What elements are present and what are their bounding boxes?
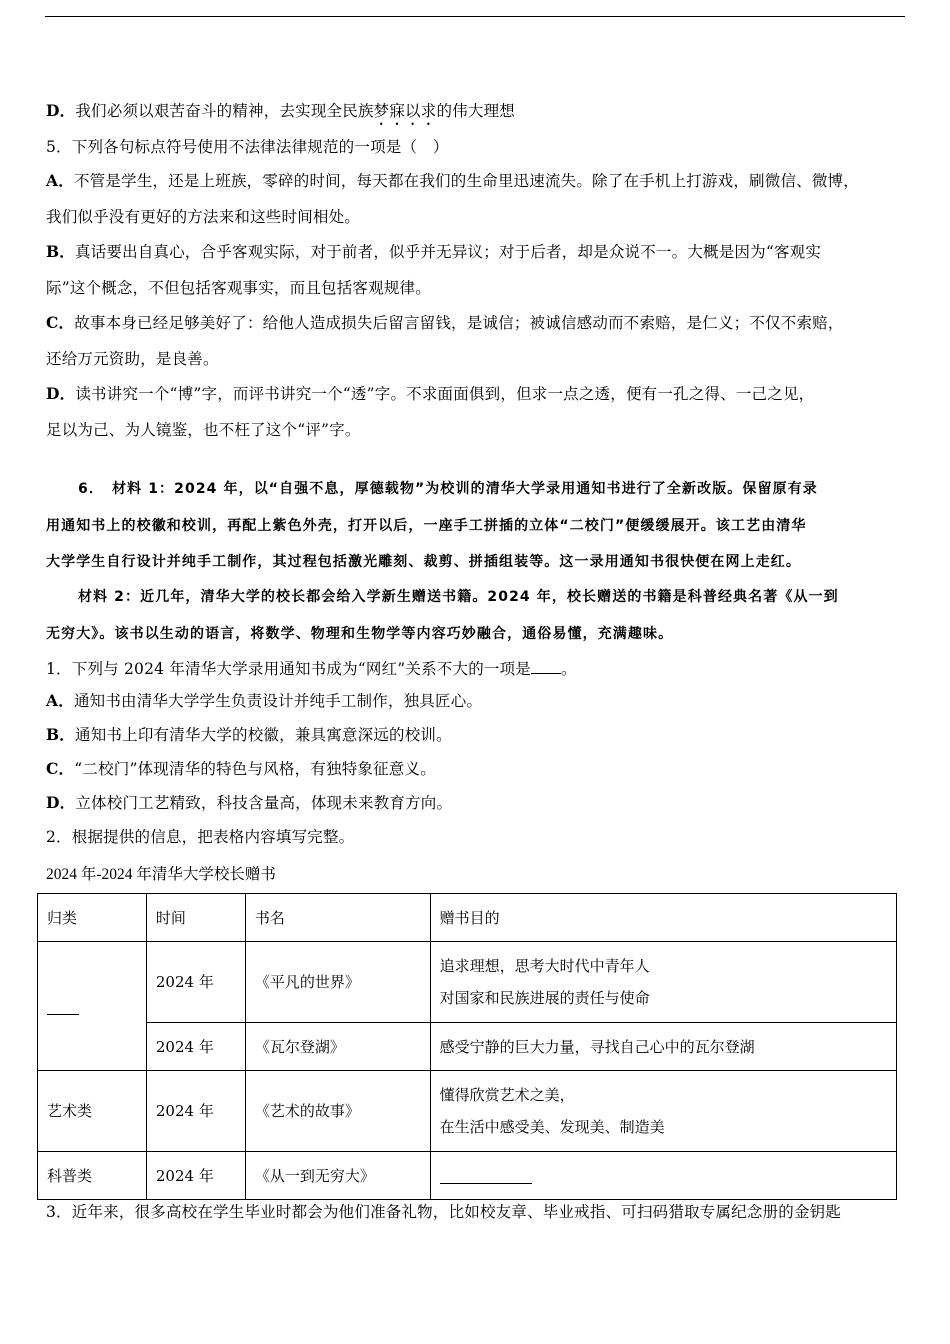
dotted-text: 梦寐以求 <box>373 102 437 120</box>
q5-option-c-line2: 还给万元资助，是良善。 <box>46 350 219 368</box>
material2-line2: 无穷大》。该书以生动的语言，将数学、物理和生物学等内容巧妙融合，通俗易懂，充满趣味。 <box>46 626 674 642</box>
sub1-stem: 1．下列与 2024 年清华大学录用通知书成为“网红”关系不大的一项是 。 <box>46 657 577 679</box>
header-book: 书名 <box>245 894 430 942</box>
time-cell: 2024 年 <box>146 942 245 1023</box>
sub1-option-c: C．“二校门”体现清华的特色与风格，有独特象征意义。 <box>46 759 436 778</box>
material1-line1: 6． 材料 1：2024 年，以“自强不息，厚德载物”为校训的清华大学录用通知书进行了全新改版。保留原有录 <box>78 481 818 497</box>
book-cell: 《平凡的世界》 <box>245 942 430 1023</box>
top-rule <box>45 16 905 17</box>
header-purpose: 赠书目的 <box>430 894 896 942</box>
q5-option-b-line2: 际”这个概念，不但包括客观事实，而且包括客观规律。 <box>46 279 431 297</box>
book-cell: 《瓦尔登湖》 <box>245 1023 430 1071</box>
sub1-option-b: B．通知书上印有清华大学的校徽，兼具寓意深远的校训。 <box>46 725 452 744</box>
table-row <box>38 942 897 1023</box>
book-table <box>37 893 897 1200</box>
answer-blank <box>531 657 561 674</box>
time-cell: 2024 年 <box>146 1152 245 1200</box>
q5-option-c-line1: C．故事本身已经足够美好了：给他人造成损失后留言留钱，是诚信；被诚信感动而不索赔，是仁义；不仅不索赔， <box>46 313 844 332</box>
table-row <box>38 1071 897 1152</box>
book-cell: 《从一到无穷大》 <box>245 1152 430 1200</box>
prev-option-d: D．我们必须以艰苦奋斗的精神，去实现全民族梦寐以求的伟大理想 <box>46 101 515 120</box>
material1-line3: 大学学生自行设计并纯手工制作，其过程包括激光雕刻、裁剪、拼插组装等。这一录用通知书很快便在网上走红。 <box>46 554 801 570</box>
q5-option-d-line2: 足以为己、为人镜鉴，也不枉了这个“评”字。 <box>46 421 361 439</box>
category-cell: 艺术类 <box>38 1071 147 1152</box>
purpose-cell: 追求理想，思考大时代中青年人 对国家和民族进展的责任与使命 <box>430 942 896 1023</box>
time-cell: 2024 年 <box>146 1071 245 1152</box>
q5-stem: 5．下列各句标点符号使用不法律法律规范的一项是（ ） <box>46 138 449 156</box>
table-row <box>38 1152 897 1200</box>
q5-option-a-line2: 我们似乎没有更好的方法来和这些时间相处。 <box>46 208 361 226</box>
purpose-cell: 感受宁静的巨大力量，寻找自己心中的瓦尔登湖 <box>430 1023 896 1071</box>
table-header-row <box>38 894 897 942</box>
purpose-blank[interactable] <box>440 1169 532 1184</box>
purpose-cell: 懂得欣赏艺术之美， 在生活中感受美、发现美、制造美 <box>430 1071 896 1152</box>
q5-option-b-line1: B．真话要出自真心，合乎客观实际，对于前者，似乎并无异议；对于后者，却是众说不一。大概是因为“客观实 <box>46 242 822 261</box>
category-cell: 科普类 <box>38 1152 147 1200</box>
sub2-stem: 2．根据提供的信息，把表格内容填写完整。 <box>46 828 355 846</box>
q5-option-a-line1: A．不管是学生，还是上班族，零碎的时间，每天都在我们的生命里迅速流失。除了在手机上打游戏，刷微信、微博， <box>46 171 859 190</box>
time-cell: 2024 年 <box>146 1023 245 1071</box>
category-blank[interactable] <box>47 1000 79 1015</box>
header-time: 时间 <box>146 894 245 942</box>
purpose-blank-cell[interactable] <box>430 1152 896 1200</box>
book-cell: 《艺术的故事》 <box>245 1071 430 1152</box>
header-category: 归类 <box>38 894 147 942</box>
material2-line1: 材料 2：近几年，清华大学的校长都会给入学新生赠送书籍。2024 年，校长赠送的书籍是科普经典名著《从一到 <box>78 589 839 605</box>
table-caption: 2024 年-2024 年清华大学校长赠书 <box>46 866 276 883</box>
table-row <box>38 1023 897 1071</box>
sub1-option-d: D．立体校门工艺精致，科技含量高，体现未来教育方向。 <box>46 793 453 812</box>
material1-line2: 用通知书上的校徽和校训，再配上紫色外壳，打开以后，一座手工拼插的立体“二校门”便缓缓展开。该工艺由清华 <box>46 518 807 534</box>
sub1-option-a: A．通知书由清华大学学生负责设计并纯手工制作，独具匠心。 <box>46 691 483 710</box>
sub3-stem: 3．近年来，很多高校在学生毕业时都会为他们准备礼物，比如校友章、毕业戒指、可扫码猎取专属纪念册的金钥匙 <box>46 1203 842 1221</box>
category-blank-cell[interactable] <box>38 942 147 1071</box>
q5-option-d-line1: D．读书讲究一个“博”字，而评书讲究一个“透”字。不求面面俱到，但求一点之透，便有一孔之得、一己之见， <box>46 384 815 403</box>
